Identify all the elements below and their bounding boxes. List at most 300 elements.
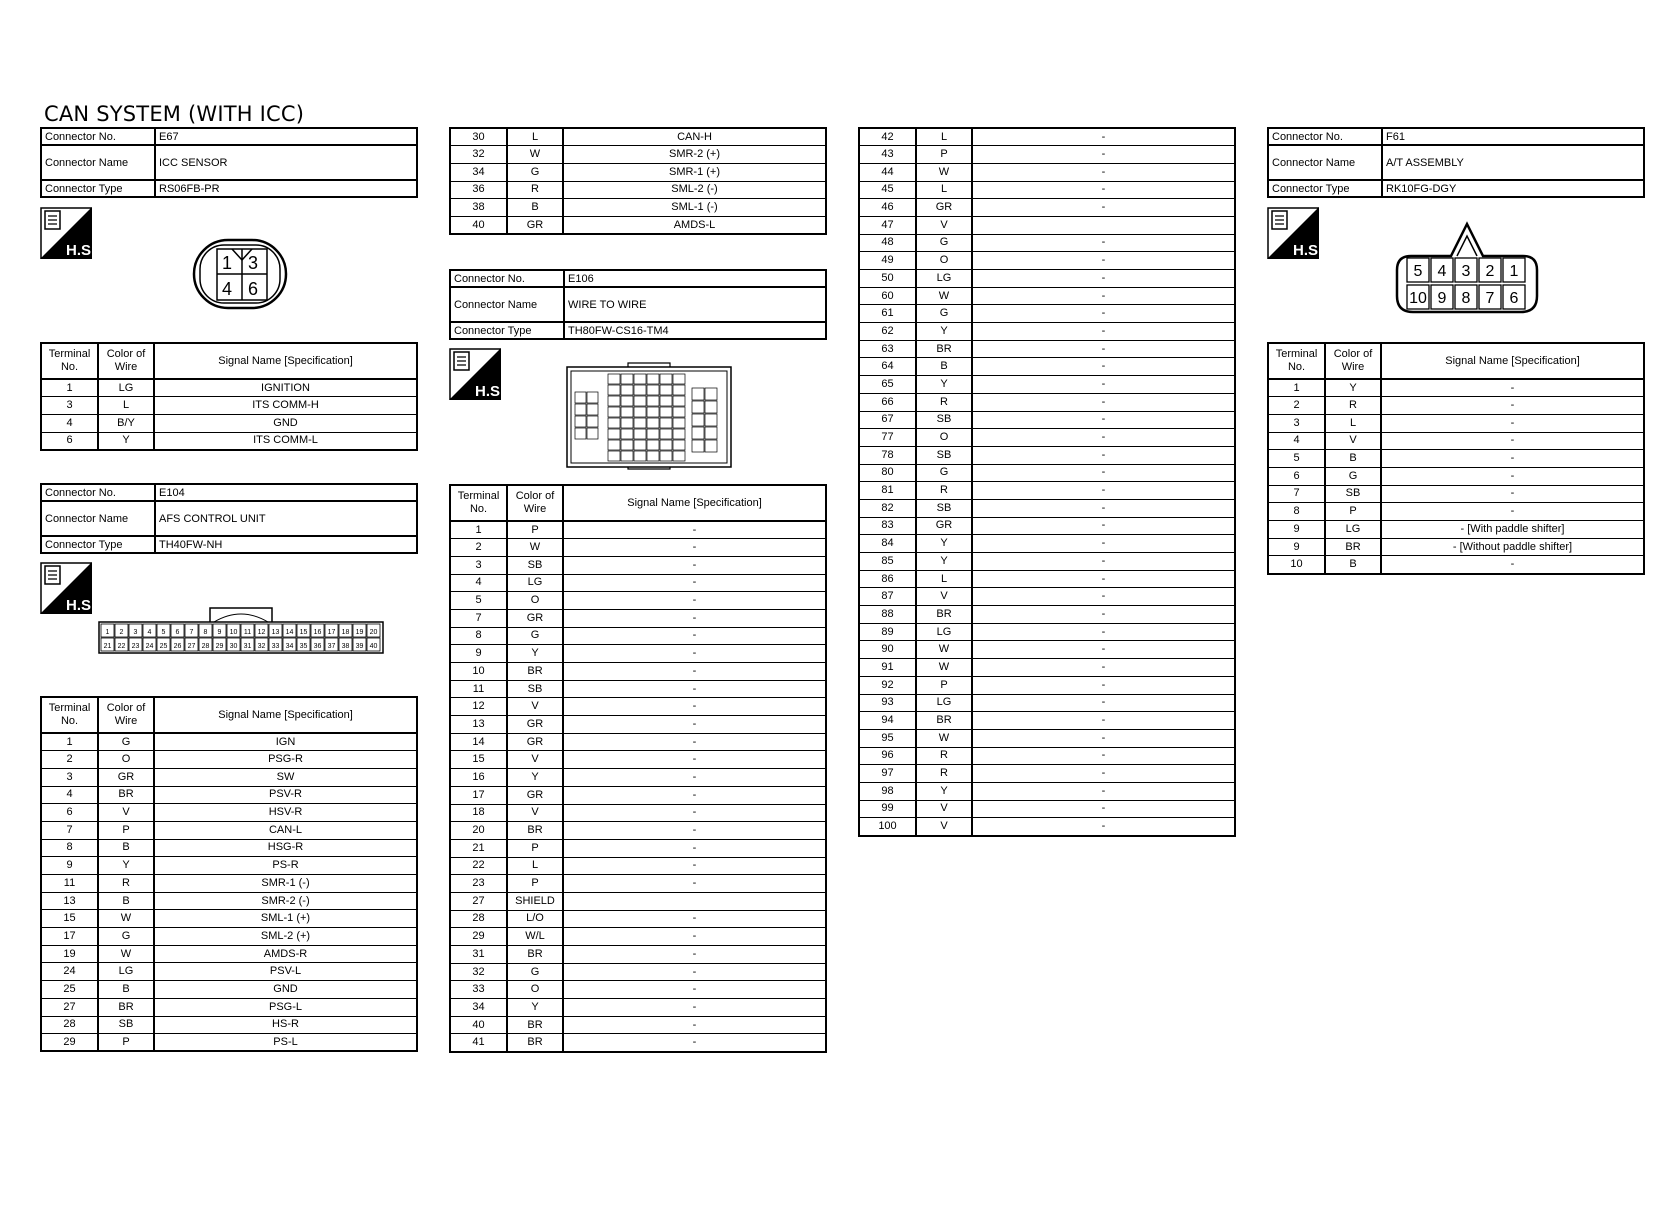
table-row bbox=[859, 588, 1235, 606]
pin-label: 16 bbox=[313, 629, 322, 636]
table-row bbox=[450, 786, 826, 804]
wire-color-cell: V bbox=[1325, 432, 1381, 450]
table-row bbox=[859, 499, 1235, 517]
wire-color-cell: R bbox=[916, 393, 972, 411]
pin-cell bbox=[705, 427, 717, 439]
pin-label: 22 bbox=[117, 643, 126, 650]
wire-color-cell: LG bbox=[916, 694, 972, 712]
table-row bbox=[450, 645, 826, 663]
terminal-no-cell: 100 bbox=[859, 818, 916, 836]
wire-color-cell: BR bbox=[507, 663, 563, 681]
signal-name-cell: SML-2 (+) bbox=[154, 928, 417, 946]
color-of-wire-header: Color of Wire bbox=[507, 485, 563, 521]
pin-cell bbox=[692, 414, 704, 426]
pin-label: 8 bbox=[203, 629, 208, 636]
pin-cell bbox=[621, 440, 633, 450]
wire-color-cell: W bbox=[98, 945, 154, 963]
terminal-no-cell: 18 bbox=[450, 804, 507, 822]
signal-name-cell: - bbox=[1381, 467, 1644, 485]
pin-cell bbox=[647, 418, 659, 428]
wire-color-cell: R bbox=[916, 482, 972, 500]
signal-name-cell: - bbox=[972, 270, 1235, 288]
pin-label: 8 bbox=[1461, 290, 1471, 307]
table-row bbox=[450, 910, 826, 928]
hs-icon bbox=[40, 562, 96, 614]
pin-label: 36 bbox=[313, 643, 322, 650]
table-row bbox=[859, 659, 1235, 677]
connector-face-e104 bbox=[98, 604, 384, 654]
table-row bbox=[41, 1034, 417, 1052]
pin-label: 9 bbox=[217, 629, 222, 636]
terminal-no-cell: 45 bbox=[859, 181, 916, 199]
pin-table-e104 bbox=[40, 696, 418, 1052]
signal-name-cell: - [With paddle shifter] bbox=[1381, 521, 1644, 539]
signal-name-cell: ITS COMM-L bbox=[154, 432, 417, 450]
terminal-no-cell: 67 bbox=[859, 411, 916, 429]
pin-label: 6 bbox=[248, 279, 259, 299]
signal-name-cell: - bbox=[563, 999, 826, 1017]
signal-name-cell: - bbox=[972, 818, 1235, 836]
pin-table-e104-continued bbox=[449, 127, 827, 235]
table-row bbox=[450, 751, 826, 769]
table-row bbox=[859, 818, 1235, 836]
table-row bbox=[859, 553, 1235, 571]
signal-name-cell: - bbox=[563, 839, 826, 857]
signal-name-cell: - bbox=[972, 482, 1235, 500]
pin-cell bbox=[621, 429, 633, 439]
pin-cell bbox=[621, 418, 633, 428]
table-row bbox=[41, 1016, 417, 1034]
wire-color-cell: R bbox=[507, 181, 563, 199]
wire-color-cell: BR bbox=[98, 786, 154, 804]
terminal-no-cell: 10 bbox=[450, 663, 507, 681]
terminal-no-cell: 1 bbox=[41, 379, 98, 397]
connector-name-value: ICC SENSOR bbox=[155, 145, 417, 180]
table-row bbox=[859, 800, 1235, 818]
table-row bbox=[41, 981, 417, 999]
connector-info-e67 bbox=[40, 127, 418, 198]
table-row bbox=[859, 429, 1235, 447]
wire-color-cell: Y bbox=[916, 376, 972, 394]
terminal-no-cell: 6 bbox=[1268, 467, 1325, 485]
table-row bbox=[450, 839, 826, 857]
terminal-no-cell: 2 bbox=[41, 751, 98, 769]
signal-name-cell: SW bbox=[154, 768, 417, 786]
terminal-no-cell: 80 bbox=[859, 464, 916, 482]
signal-name-cell: SMR-2 (+) bbox=[563, 146, 826, 164]
signal-name-cell: - bbox=[972, 606, 1235, 624]
signal-name-cell: - bbox=[972, 199, 1235, 217]
wire-color-cell: W bbox=[916, 287, 972, 305]
signal-name-cell: - bbox=[972, 464, 1235, 482]
table-row bbox=[859, 446, 1235, 464]
table-row bbox=[450, 733, 826, 751]
connector-no-value: F61 bbox=[1382, 128, 1644, 145]
terminal-no-cell: 5 bbox=[450, 592, 507, 610]
table-row bbox=[859, 535, 1235, 553]
pin-cell bbox=[673, 429, 685, 439]
pin-label: 12 bbox=[257, 629, 266, 636]
wire-color-cell: O bbox=[98, 751, 154, 769]
hs-icon bbox=[40, 207, 96, 259]
signal-name-cell: - bbox=[563, 981, 826, 999]
wire-color-cell: O bbox=[507, 592, 563, 610]
table-row bbox=[859, 146, 1235, 164]
wire-color-cell: W bbox=[916, 659, 972, 677]
terminal-no-cell: 92 bbox=[859, 676, 916, 694]
wire-color-cell: BR bbox=[916, 712, 972, 730]
wire-color-cell: SB bbox=[507, 556, 563, 574]
table-row bbox=[41, 414, 417, 432]
table-row bbox=[41, 432, 417, 450]
wire-color-cell: LG bbox=[916, 270, 972, 288]
table-row bbox=[1268, 503, 1644, 521]
pin-label: 27 bbox=[187, 643, 196, 650]
wire-color-cell: Y bbox=[916, 535, 972, 553]
wire-color-cell: B bbox=[916, 358, 972, 376]
signal-name-cell: - bbox=[563, 946, 826, 964]
signal-name-cell: - bbox=[972, 765, 1235, 783]
signal-name-cell: - bbox=[972, 376, 1235, 394]
signal-name-cell: - bbox=[972, 800, 1235, 818]
table-row bbox=[859, 782, 1235, 800]
terminal-no-cell: 42 bbox=[859, 128, 916, 146]
signal-name-cell: SML-1 (+) bbox=[154, 910, 417, 928]
table-row bbox=[41, 910, 417, 928]
pin-cell bbox=[705, 440, 717, 452]
terminal-no-cell: 44 bbox=[859, 163, 916, 181]
table-row bbox=[41, 963, 417, 981]
signal-name-cell: - bbox=[972, 323, 1235, 341]
signal-name-cell: - bbox=[972, 694, 1235, 712]
terminal-no-cell: 21 bbox=[450, 839, 507, 857]
signal-name-cell: - bbox=[563, 1016, 826, 1034]
table-row bbox=[859, 676, 1235, 694]
terminal-no-cell: 98 bbox=[859, 782, 916, 800]
wire-color-cell: G bbox=[1325, 467, 1381, 485]
signal-name-cell: - bbox=[972, 429, 1235, 447]
svg-text:H.S.: H.S. bbox=[66, 597, 96, 614]
signal-name-cell: GND bbox=[154, 414, 417, 432]
connector-type-label: Connector Type bbox=[450, 322, 564, 339]
wire-color-cell: P bbox=[507, 875, 563, 893]
wire-color-cell: R bbox=[98, 875, 154, 893]
wire-color-cell: P bbox=[1325, 503, 1381, 521]
signal-name-cell: - bbox=[563, 521, 826, 539]
connector-type-label: Connector Type bbox=[41, 536, 155, 553]
terminal-no-cell: 23 bbox=[450, 875, 507, 893]
signal-name-cell: - bbox=[563, 1034, 826, 1052]
table-row bbox=[1268, 397, 1644, 415]
wire-color-cell: BR bbox=[98, 998, 154, 1016]
signal-name-cell: PSG-L bbox=[154, 998, 417, 1016]
wire-color-cell: LG bbox=[507, 574, 563, 592]
signal-name-cell: - bbox=[563, 751, 826, 769]
signal-name-cell: - bbox=[972, 181, 1235, 199]
pin-label: 14 bbox=[285, 629, 294, 636]
pin-cell bbox=[647, 385, 659, 395]
table-row bbox=[41, 397, 417, 415]
color-of-wire-header: Color of Wire bbox=[1325, 343, 1381, 379]
signal-name-cell: - bbox=[972, 588, 1235, 606]
wire-color-cell: P bbox=[507, 839, 563, 857]
signal-name-cell: CAN-H bbox=[563, 128, 826, 146]
terminal-no-cell: 24 bbox=[41, 963, 98, 981]
pin-cell bbox=[673, 418, 685, 428]
terminal-no-cell: 2 bbox=[450, 539, 507, 557]
table-row bbox=[859, 729, 1235, 747]
pin-label: 3 bbox=[248, 253, 259, 273]
page-title: CAN SYSTEM (WITH ICC) bbox=[44, 102, 305, 126]
signal-name-cell: - [Without paddle shifter] bbox=[1381, 538, 1644, 556]
wire-color-cell: B bbox=[1325, 450, 1381, 468]
connector-type-value: RS06FB-PR bbox=[155, 180, 417, 197]
terminal-no-cell: 89 bbox=[859, 623, 916, 641]
wire-color-cell: GR bbox=[507, 786, 563, 804]
pin-label: 29 bbox=[215, 643, 224, 650]
table-row bbox=[859, 358, 1235, 376]
table-row bbox=[1268, 450, 1644, 468]
wire-color-cell: BR bbox=[1325, 538, 1381, 556]
terminal-no-cell: 48 bbox=[859, 234, 916, 252]
pin-cell bbox=[660, 418, 672, 428]
wire-color-cell: W bbox=[916, 163, 972, 181]
pin-cell bbox=[634, 407, 646, 417]
table-row bbox=[859, 765, 1235, 783]
pin-label: 3 bbox=[133, 629, 138, 636]
pin-cell bbox=[660, 451, 672, 461]
pin-cell bbox=[587, 416, 598, 427]
table-row bbox=[450, 680, 826, 698]
wire-color-cell: V bbox=[916, 588, 972, 606]
terminal-no-cell: 40 bbox=[450, 1016, 507, 1034]
wire-color-cell: Y bbox=[98, 857, 154, 875]
table-row bbox=[450, 875, 826, 893]
terminal-no-cell: 25 bbox=[41, 981, 98, 999]
signal-name-cell: - bbox=[563, 769, 826, 787]
terminal-no-cell: 5 bbox=[1268, 450, 1325, 468]
pin-cell bbox=[575, 404, 586, 415]
table-row bbox=[450, 1016, 826, 1034]
signal-name-header: Signal Name [Specification] bbox=[154, 697, 417, 733]
table-row bbox=[859, 340, 1235, 358]
pin-label: 32 bbox=[257, 643, 266, 650]
table-row bbox=[859, 199, 1235, 217]
pin-cell bbox=[647, 374, 659, 384]
terminal-no-cell: 1 bbox=[1268, 379, 1325, 397]
wire-color-cell: L/O bbox=[507, 910, 563, 928]
wire-color-cell: V bbox=[916, 818, 972, 836]
svg-text:H.S.: H.S. bbox=[66, 242, 96, 259]
terminal-no-cell: 43 bbox=[859, 146, 916, 164]
signal-name-cell: - bbox=[1381, 450, 1644, 468]
wire-color-cell: G bbox=[507, 963, 563, 981]
terminal-no-cell: 30 bbox=[450, 128, 507, 146]
pin-cell bbox=[608, 396, 620, 406]
terminal-no-cell: 19 bbox=[41, 945, 98, 963]
terminal-no-cell: 2 bbox=[1268, 397, 1325, 415]
terminal-no-cell: 4 bbox=[41, 786, 98, 804]
signal-name-cell: - bbox=[972, 570, 1235, 588]
signal-name-cell: - bbox=[1381, 397, 1644, 415]
signal-name-cell: SMR-1 (-) bbox=[154, 875, 417, 893]
signal-name-cell: - bbox=[1381, 485, 1644, 503]
wire-color-cell: L bbox=[98, 397, 154, 415]
terminal-no-cell: 65 bbox=[859, 376, 916, 394]
wire-color-cell: G bbox=[98, 928, 154, 946]
pin-cell bbox=[608, 429, 620, 439]
table-row bbox=[450, 663, 826, 681]
terminal-no-cell: 50 bbox=[859, 270, 916, 288]
terminal-no-cell: 83 bbox=[859, 517, 916, 535]
terminal-no-cell: 95 bbox=[859, 729, 916, 747]
terminal-no-cell: 97 bbox=[859, 765, 916, 783]
wire-color-cell: SB bbox=[507, 680, 563, 698]
table-row bbox=[41, 751, 417, 769]
table-row bbox=[859, 216, 1235, 234]
terminal-no-cell: 27 bbox=[450, 892, 507, 910]
pin-cell bbox=[692, 401, 704, 413]
connector-name-value: A/T ASSEMBLY bbox=[1382, 145, 1644, 180]
terminal-no-cell: 12 bbox=[450, 698, 507, 716]
terminal-no-cell: 20 bbox=[450, 822, 507, 840]
pin-cell bbox=[673, 396, 685, 406]
signal-name-cell: - bbox=[563, 822, 826, 840]
terminal-no-header: Terminal No. bbox=[1268, 343, 1325, 379]
table-row bbox=[859, 712, 1235, 730]
terminal-no-cell: 66 bbox=[859, 393, 916, 411]
wire-color-cell: L bbox=[507, 128, 563, 146]
table-row bbox=[1268, 556, 1644, 574]
terminal-no-cell: 81 bbox=[859, 482, 916, 500]
connector-type-value: TH80FW-CS16-TM4 bbox=[564, 322, 826, 339]
pin-cell bbox=[660, 440, 672, 450]
table-row bbox=[41, 857, 417, 875]
pin-label: 11 bbox=[243, 629, 252, 636]
table-row bbox=[1268, 467, 1644, 485]
table-row bbox=[450, 521, 826, 539]
table-row bbox=[450, 804, 826, 822]
wire-color-cell: GR bbox=[507, 216, 563, 234]
table-row bbox=[450, 539, 826, 557]
wire-color-cell: SB bbox=[98, 1016, 154, 1034]
pin-label: 2 bbox=[1485, 263, 1495, 280]
pin-label: 3 bbox=[1461, 263, 1471, 280]
signal-name-cell: - bbox=[972, 393, 1235, 411]
wire-color-cell: GR bbox=[916, 199, 972, 217]
wire-color-cell: G bbox=[916, 305, 972, 323]
terminal-no-cell: 36 bbox=[450, 181, 507, 199]
signal-name-cell: - bbox=[1381, 556, 1644, 574]
table-row bbox=[450, 822, 826, 840]
terminal-no-cell: 9 bbox=[450, 645, 507, 663]
pin-label: 9 bbox=[1437, 290, 1447, 307]
table-row bbox=[41, 821, 417, 839]
pin-cell bbox=[575, 428, 586, 439]
wire-color-cell: P bbox=[98, 1034, 154, 1052]
wire-color-cell: R bbox=[1325, 397, 1381, 415]
terminal-no-cell: 29 bbox=[41, 1034, 98, 1052]
terminal-no-cell: 11 bbox=[41, 875, 98, 893]
wire-color-cell: P bbox=[507, 521, 563, 539]
wire-color-cell: W/L bbox=[507, 928, 563, 946]
pin-cell bbox=[608, 407, 620, 417]
pin-label: 4 bbox=[222, 279, 233, 299]
signal-name-cell: - bbox=[972, 305, 1235, 323]
signal-name-cell: ITS COMM-H bbox=[154, 397, 417, 415]
signal-name-cell: - bbox=[563, 645, 826, 663]
signal-name-cell: - bbox=[563, 609, 826, 627]
pin-cell bbox=[692, 388, 704, 400]
table-row bbox=[859, 234, 1235, 252]
table-row bbox=[859, 694, 1235, 712]
terminal-no-cell: 60 bbox=[859, 287, 916, 305]
pin-cell bbox=[647, 407, 659, 417]
pin-label: 13 bbox=[271, 629, 280, 636]
pin-cell bbox=[634, 385, 646, 395]
pin-label: 10 bbox=[229, 629, 238, 636]
signal-name-cell: - bbox=[563, 592, 826, 610]
wire-color-cell: Y bbox=[507, 999, 563, 1017]
signal-name-cell: PS-L bbox=[154, 1034, 417, 1052]
connector-face-e106 bbox=[566, 362, 732, 470]
signal-name-cell: - bbox=[972, 517, 1235, 535]
pin-label: 39 bbox=[355, 643, 364, 650]
signal-name-cell: SML-2 (-) bbox=[563, 181, 826, 199]
pin-label: 31 bbox=[243, 643, 252, 650]
wire-color-cell: O bbox=[507, 981, 563, 999]
pin-cell bbox=[647, 440, 659, 450]
table-row bbox=[859, 323, 1235, 341]
terminal-no-cell: 82 bbox=[859, 499, 916, 517]
signal-name-cell: - bbox=[972, 234, 1235, 252]
table-row bbox=[450, 609, 826, 627]
wire-color-cell: LG bbox=[1325, 521, 1381, 539]
signal-name-cell: HSV-R bbox=[154, 804, 417, 822]
wire-color-cell: Y bbox=[507, 769, 563, 787]
terminal-no-cell: 6 bbox=[41, 432, 98, 450]
signal-name-cell: - bbox=[972, 641, 1235, 659]
signal-name-cell: - bbox=[563, 680, 826, 698]
table-row bbox=[450, 698, 826, 716]
pin-cell bbox=[673, 407, 685, 417]
connector-info-f61 bbox=[1267, 127, 1645, 198]
pin-label: 18 bbox=[341, 629, 350, 636]
terminal-no-cell: 84 bbox=[859, 535, 916, 553]
terminal-no-cell: 6 bbox=[41, 804, 98, 822]
wire-color-cell: V bbox=[507, 804, 563, 822]
pin-cell bbox=[634, 429, 646, 439]
terminal-no-cell: 31 bbox=[450, 946, 507, 964]
table-row bbox=[1268, 414, 1644, 432]
pin-cell bbox=[621, 451, 633, 461]
terminal-no-cell: 9 bbox=[1268, 538, 1325, 556]
table-row bbox=[859, 128, 1235, 146]
color-of-wire-header: Color of Wire bbox=[98, 697, 154, 733]
signal-name-cell: - bbox=[563, 627, 826, 645]
table-row bbox=[450, 963, 826, 981]
wire-color-cell: W bbox=[98, 910, 154, 928]
signal-name-cell: GND bbox=[154, 981, 417, 999]
pin-label: 24 bbox=[145, 643, 154, 650]
wire-color-cell: SB bbox=[1325, 485, 1381, 503]
signal-name-cell: - bbox=[972, 712, 1235, 730]
signal-name-cell: - bbox=[972, 729, 1235, 747]
table-row bbox=[859, 411, 1235, 429]
terminal-no-cell: 29 bbox=[450, 928, 507, 946]
signal-name-header: Signal Name [Specification] bbox=[563, 485, 826, 521]
signal-name-cell: - bbox=[972, 252, 1235, 270]
